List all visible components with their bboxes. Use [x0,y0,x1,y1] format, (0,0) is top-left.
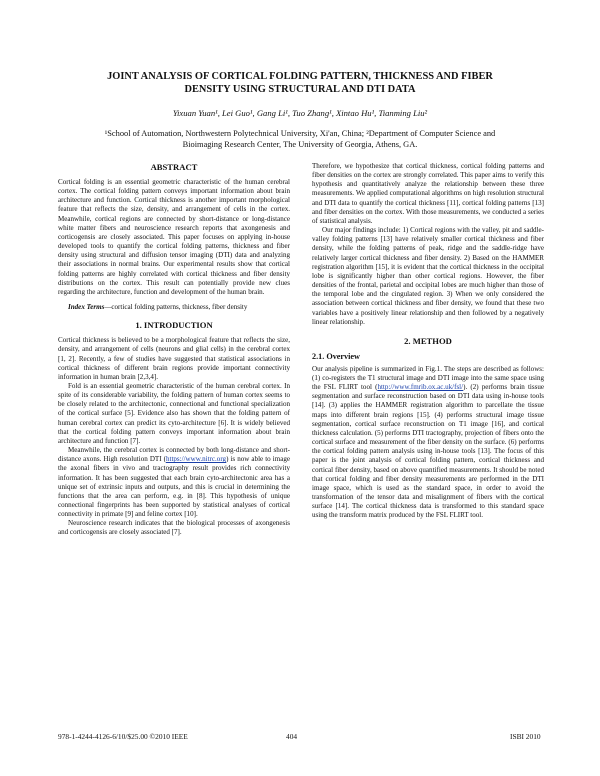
intro-paragraph-3-b: ) is now able to image the axonal fibers in vivo and tractography result provides rich connectivity information. It has been suggested that each brain cyto-architectonic area has a unique set of extrinsic inputs and outputs, and this is crucial in determining the functions that the area can perform, e.g. in [8]. This hypothesis of unique connectional fingerprints has been supported by statistical analyses of cortical connectivity in primate [9] and feline cortex [10]. [58,455,290,519]
intro-paragraph-3 [58,446,290,519]
overview-subheading: 2.1. Overview [312,351,360,361]
right-paragraph-1: Therefore, we hypothesize that cortical thickness, cortical folding patterns and fiber densities on the cortex are strongly correlated. This paper aims to verify this hypothesis and quantitatively analyze the relationship between these three measurements. We applied computational algorithms on high resolution structural and DTI data to quantify the cortical thickness [11], cortical folding patterns [13] and fiber densities on the cortex. With those measurements, we conducted a series of statistical analysis. [312,162,544,225]
fsl-link[interactable]: http://www.fmrib.ox.ac.uk/fsl/ [377,383,464,392]
right-column [312,162,544,520]
author-list: Yixuan Yuan¹, Lei Guo¹, Gang Li¹, Tuo Zhang¹, Xintao Hu¹, Tianming Liu² [172,108,428,118]
paper-title [60,70,540,96]
left-column [58,162,290,538]
intro-paragraph-2: Fold is an essential geometric characteristic of the human cerebral cortex. In spite of its considerable variability, the folding pattern of human cortex seems to be closely related to the architectonic, connectional and functional specialization of the cortical surface [5]. Evidence also has shown that the folding pattern of human cerebral cortex can predict its cyto-architecture [6]. It is widely believed that the cortical folding pattern conveys important information about brain architecture and function [7]. [58,381,290,445]
intro-paragraph-4: Neuroscience research indicates that the biological processes of axongenesis and corticogensis are closely associated [7]. [58,519,290,537]
method-paragraph-1 [312,365,544,521]
index-terms [58,303,290,312]
intro-heading: 1. INTRODUCTION [135,320,213,331]
affiliations [60,128,540,150]
abstract-heading: ABSTRACT [150,162,198,172]
method-heading: 2. METHOD [404,335,452,346]
nitrc-link[interactable]: https://www.nitrc.org [165,455,227,464]
method-paragraph-1-a: Our analysis pipeline is summarized in Fig.1. The steps are described as follows: (1) co-registers the T1 structural image and DTI image into the same space using the FSL FLIRT tool ( [312,364,544,392]
title-line-2: DENSITY USING STRUCTURAL AND DTI DATA [184,84,416,95]
title-line-1: JOINT ANALYSIS OF CORTICAL FOLDING PATTERN, THICKNESS AND FIBER [107,71,493,82]
footer-venue: ISBI 2010 [510,732,541,741]
affiliation-line-1: ¹School of Automation, Northwestern Polytechnical University, Xi'an, China; ²Department of Computer Science and [104,129,496,138]
footer-page-number: 404 [286,732,298,741]
method-paragraph-1-b: ). (2) performs brain tissue segmentation and surface reconstruction based on DTI data using in-house tools [14]. (3) applies the HAMMER registration algorithm to parcellate the tissue maps into different brain regions [15]. (4) performs structural image tissue segmentation, cortical surface reconstruction on T1 image [16], and cortical thickness calculation. (5) performs DTI tractography, projection of fibers onto the cortical surface and measurement of the fiber density on the surface. (6) performs the cortical folding pattern analysis using in-house tools [13]. The focus of this paper is the joint analysis of cortical folding pattern, cortical thickness and cortical fiber density, based on above quantified measurements. It should be noted that cortical folding and fiber density measurements are performed in the DTI image space, which is used as the standard space, in order to avoid the transformation of the tensor data and misalignment of fibers with the cortical surface [14]. The cortical thickness data is transformed to this standard space using the transform matrix produced by the FSL FLIRT tool. [312,383,545,520]
intro-paragraph-3-a: Meanwhile, the cerebral cortex is connected by both long-distance and short-distance axons. High resolution DTI ( [58,446,290,464]
intro-paragraph-1: Cortical thickness is believed to be a morphological feature that reflects the size, density, and arrangement of cells (neurons and glial cells) in the cerebral cortex [1, 2]. Recently, a few of studies have suggested that statistical associations in cortical thickness of different brain regions provide important connectivity information in human brain [2,3,4]. [58,336,290,381]
footer-copyright: 978-1-4244-4126-6/10/$25.00 ©2010 IEEE [58,732,188,741]
index-terms-text: —cortical folding patterns, thickness, fiber density [104,303,248,312]
abstract-text: Cortical folding is an essential geometric characteristic of the human cerebral cortex. The cortical folding pattern conveys important information about brain architecture and function. Cortical thickness is another important morphological feature that reflects the size, density, and arrangement of cells in the cortex. Meanwhile, cortical regions are connected by short-distance or long-distance white matter fibers and neuroscience research reports that axongenesis and corticogensis are closely associated. This paper focuses on applying in-house developed tools to quantify the cortical folding patterns, thickness and fiber density using structural and diffusion tensor imaging (DTI) data and analyzing their associations in normal brains. Our experimental results show that cortical folding patterns are highly correlated with cortical thickness and fiber density distributions on the cortex. This result can potentially provide new clues regarding the architecture, function and development of the human brain. [58,178,290,296]
index-terms-label: Index Terms [68,303,105,312]
affiliation-line-2: Bioimaging Research Center, The University of Georgia, Athens, GA. [182,140,418,149]
right-paragraph-2: Our major findings include: 1) Cortical regions with the valley, pit and saddle-valley folding patterns [13] have relatively smaller cortical thickness and fiber density, while the folding patterns of peak, ridge and the saddle-ridge have relatively larger cortical thickness and fiber density. 2) Based on the HAMMER registration algorithm [15], it is evident that the cortical thickness in the occipital lobe is significantly higher than other cortical regions. However, the fiber densities of the frontal, parietal and occipital lobes are much higher than those of the temporal lobe and the cingulated region. 3) When we only considered the association between cortical thickness and fiber density, we found that these two variables have a positively linear relationship and then followed by a negatively linear relationship. [312,226,544,326]
